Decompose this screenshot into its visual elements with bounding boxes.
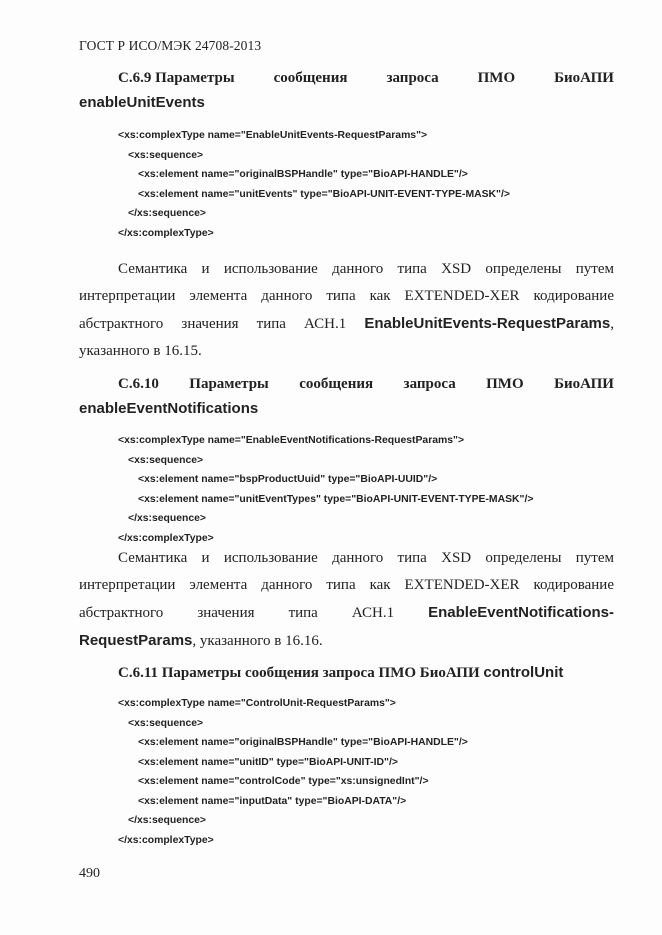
- para-line: Семантика и использование данного типа XSD определены путем: [118, 261, 614, 277]
- page-number: 490: [79, 866, 100, 881]
- code-line: <xs:element name="inputData" type="BioAPI-DATA"/>: [138, 795, 407, 807]
- heading-word: запроса: [403, 376, 456, 392]
- heading-line-2: enableUnitEvents: [79, 94, 205, 111]
- para-line: [79, 310, 614, 338]
- para-word: АСН.1: [351, 605, 395, 621]
- para-line: [79, 627, 614, 655]
- para-word: типа: [288, 605, 318, 621]
- type-name-bold: EnableUnitEvents-RequestParams: [364, 315, 611, 332]
- code-block-c-6-11: [118, 694, 468, 850]
- heading-line-2: enableEventNotifications: [79, 400, 259, 417]
- type-name-bold: RequestParams: [79, 632, 193, 649]
- heading-word: сообщения: [273, 70, 348, 86]
- para-text: абстрактного значения типа АСН.1: [79, 316, 347, 332]
- heading-word: сообщения: [299, 376, 374, 392]
- type-name-bold: EnableEventNotifications-: [428, 604, 614, 621]
- section-heading-c-6-11: [79, 664, 563, 682]
- code-block-c-6-10: [118, 431, 533, 548]
- para-line: интерпретации элемента данного типа как EXTENDED-XER кодирование: [79, 288, 614, 304]
- code-line: <xs:element name="bspProductUuid" type="BioAPI-UUID"/>: [138, 474, 438, 485]
- heading-word: запроса: [386, 70, 439, 86]
- code-line: <xs:sequence>: [128, 454, 204, 466]
- heading-identifier: controlUnit: [483, 664, 564, 681]
- code-line: <xs:element name="originalBSPHandle" type="BioAPI-HANDLE"/>: [138, 737, 468, 748]
- code-line: </xs:complexType>: [118, 227, 214, 239]
- paragraph-c-6-10: [79, 545, 614, 655]
- heading-word: БиоАПИ: [554, 70, 614, 86]
- section-heading-c-6-10: [79, 376, 614, 417]
- para-line: Семантика и использование данного типа XSD определены путем: [118, 550, 614, 566]
- code-line: <xs:element name="originalBSPHandle" type="BioAPI-HANDLE"/>: [138, 169, 468, 180]
- heading-text: C.6.11 Параметры сообщения запроса ПМО БиоАПИ: [118, 665, 480, 681]
- code-block-c-6-9: [118, 126, 510, 243]
- para-line: интерпретации элемента данного типа как EXTENDED-XER кодирование: [79, 577, 614, 593]
- code-line: <xs:sequence>: [128, 149, 204, 161]
- heading-word: БиоАПИ: [554, 376, 614, 392]
- para-word: значения: [197, 605, 255, 621]
- code-line: </xs:sequence>: [128, 815, 206, 826]
- code-line: <xs:complexType name="EnableUnitEvents-RequestParams">: [118, 130, 428, 141]
- heading-word: Параметры: [189, 376, 269, 392]
- section-heading-c-6-9: [79, 70, 614, 111]
- code-line: </xs:complexType>: [118, 834, 214, 846]
- code-line: </xs:sequence>: [128, 208, 206, 219]
- para-text: , указанного в 16.16.: [192, 633, 323, 649]
- code-line: <xs:complexType name="EnableEventNotifications-RequestParams">: [118, 435, 465, 446]
- paragraph-c-6-9: [79, 256, 614, 365]
- code-line: <xs:element name="unitEventTypes" type="BioAPI-UNIT-EVENT-TYPE-MASK"/>: [138, 493, 534, 505]
- code-line: </xs:complexType>: [118, 532, 214, 544]
- code-line: <xs:element name="controlCode" type="xs:unsignedInt"/>: [138, 776, 429, 787]
- page-header: ГОСТ Р ИСО/МЭК 24708-2013: [79, 38, 262, 53]
- code-line: <xs:element name="unitEvents" type="BioAPI-UNIT-EVENT-TYPE-MASK"/>: [138, 188, 510, 200]
- para-text: ,: [610, 316, 614, 332]
- heading-word: C.6.9 Параметры: [118, 70, 235, 86]
- code-line: <xs:sequence>: [128, 717, 204, 729]
- heading-word: ПМО: [477, 70, 516, 86]
- para-word: абстрактного: [79, 605, 164, 621]
- para-line: [79, 599, 614, 627]
- code-line: <xs:complexType name="ControlUnit-RequestParams">: [118, 698, 396, 709]
- heading-line-1: [79, 70, 614, 87]
- para-line: указанного в 16.15.: [79, 343, 202, 359]
- heading-word: ПМО: [486, 376, 524, 392]
- code-line: </xs:sequence>: [128, 513, 206, 524]
- heading-word: C.6.10: [118, 376, 159, 392]
- heading-line-1: [79, 376, 614, 393]
- code-line: <xs:element name="unitID" type="BioAPI-UNIT-ID"/>: [138, 756, 398, 768]
